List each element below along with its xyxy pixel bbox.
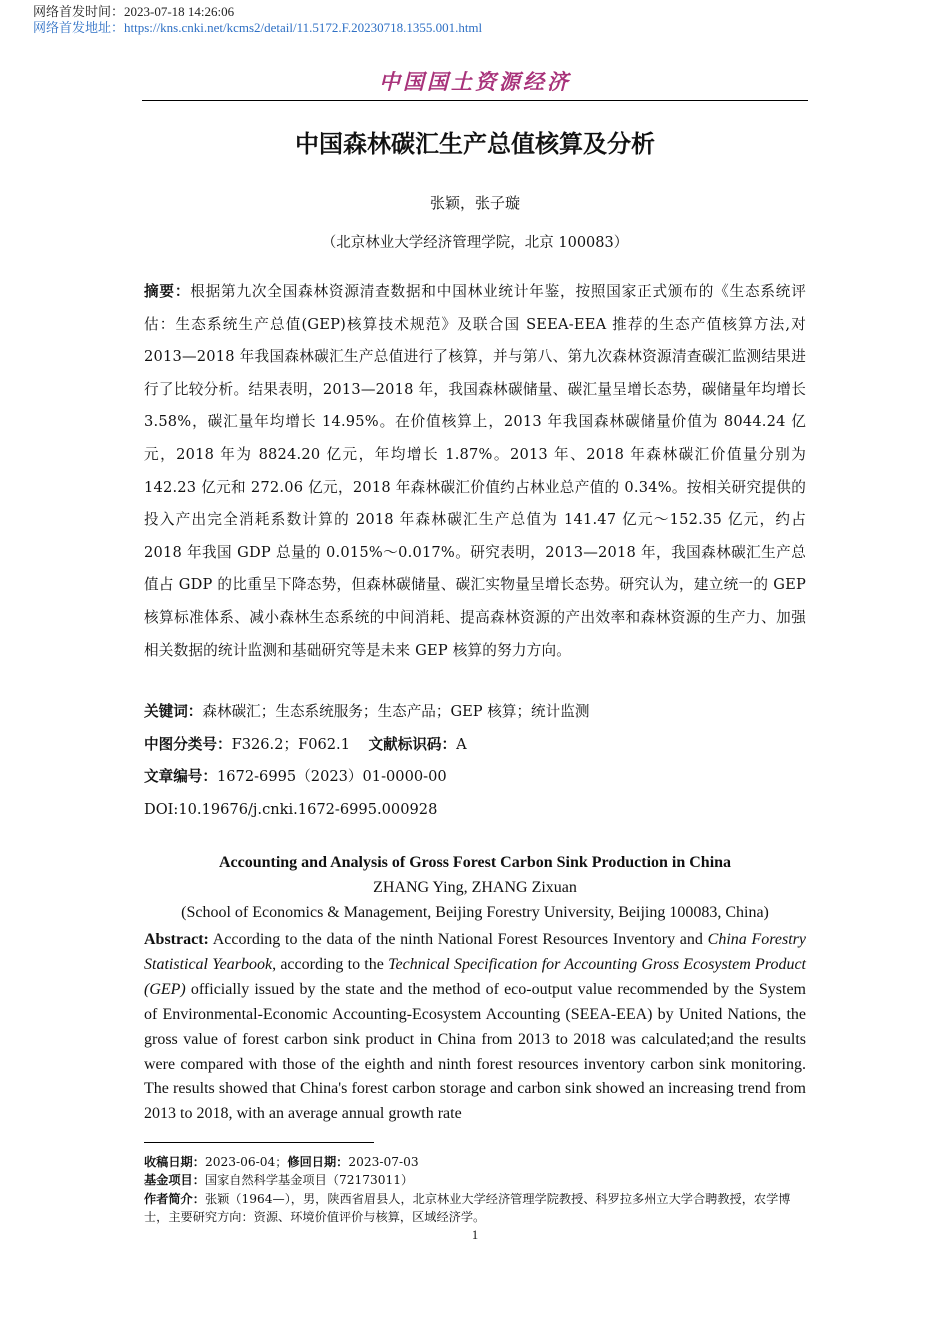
chinese-authors: 张颖，张子璇: [429, 194, 520, 212]
classification-line: [144, 734, 467, 756]
fund-text: 国家自然科学基金项目（72173011）: [204, 1173, 414, 1187]
clc-label: 中图分类号：: [144, 736, 232, 753]
page-number: 1: [471, 1228, 479, 1242]
english-abstract-part-1: According to the data of the ninth National Forest Resources Inventory and: [208, 931, 708, 948]
chinese-affiliation: （北京林业大学经济管理学院，北京 100083）: [321, 235, 629, 251]
revised-label: 修回日期：: [287, 1155, 349, 1169]
keywords-line: [144, 701, 589, 723]
english-abstract-part-2: , according to the: [272, 955, 389, 973]
fund-label: 基金项目：: [144, 1173, 205, 1187]
received-label: 收稿日期：: [144, 1155, 205, 1169]
english-abstract-label: Abstract:: [144, 931, 209, 948]
pub-url-label: 网络首发地址：: [33, 20, 125, 35]
pub-time-value: 2023-07-18 14:26:06: [124, 4, 235, 19]
english-title: Accounting and Analysis of Gross Forest Carbon Sink Production in China: [218, 854, 732, 871]
pub-time-label: 网络首发时间：: [33, 4, 125, 19]
journal-name: 中国国土资源经济: [379, 69, 571, 94]
footnote-fund: [144, 1172, 806, 1190]
english-abstract: [144, 928, 806, 1127]
article-number-line: [144, 766, 447, 788]
received-date: 2023-06-04；: [204, 1155, 288, 1169]
article-no-value: 1672-6995（2023）01-0000-00: [216, 768, 447, 785]
footnote-dates: [144, 1154, 806, 1172]
chinese-title: 中国森林碳汇生产总值核算及分析: [295, 130, 655, 158]
english-abstract-part-3: officially issued by the state and the method of eco-output value recommended by the System of Environmental-Economic Accounting-Ecosystem Accounting (SEEA-EEA) by United Nations, the gross value of forest carbon sink product in China from 2013 to 2018 was calculated;and the results were compared with those of the eighth and ninth forest resources inventory carbon sink monitoring. The results showed that China's forest carbon storage and carbon sink showed an increasing trend from 2013 to 2018, with an average annual growth rate: [144, 980, 806, 1123]
doi-label: DOI:: [144, 801, 179, 818]
keywords-label: 关键词：: [144, 703, 203, 720]
pub-url-link[interactable]: https://kns.cnki.net/kcms2/detail/11.5172.F.20230718.1355.001.html: [124, 20, 483, 35]
doc-code-label: 文献标识码：: [368, 736, 457, 753]
english-abstract-italic-1: China Forestry Statistical Yearbook: [144, 931, 806, 973]
revised-date: 2023-07-03: [348, 1155, 419, 1169]
footnote-divider: [144, 1142, 374, 1143]
doi-line: [144, 799, 437, 821]
abstract-label: 摘要：: [144, 283, 191, 300]
author-bio-label: 作者简介：: [144, 1192, 205, 1206]
footnote-author: [144, 1191, 806, 1226]
keywords-text: 森林碳汇；生态系统服务；生态产品；GEP 核算；统计监测: [202, 703, 590, 720]
english-authors: ZHANG Ying, ZHANG Zixuan: [373, 879, 577, 896]
author-bio-text: 张颖（1964—），男，陕西省眉县人，北京林业大学经济管理学院教授、科罗拉多州立大学合聘教授，农学博士，主要研究方向：资源、环境价值评价与核算，区域经济学。: [144, 1192, 791, 1224]
chinese-abstract: [144, 276, 806, 667]
english-abstract-italic-2: Technical Specification for Accounting Gross Ecosystem Product (GEP): [144, 955, 807, 998]
doc-code-value: A: [456, 736, 467, 753]
abstract-text: 根据第九次全国森林资源清查数据和中国林业统计年鉴，按照国家正式颁布的《生态系统评估：生态系统生产总值(GEP)核算技术规范》及联合国 SEEA-EEA 推荐的生态产值核算方法,对 2013—2018 年我国森林碳汇生产总值进行了核算，并与第八、第九次森林资源清查碳汇监测结果进行了比较分析。结果表明，2013—2018 年，我国森林碳储量、碳汇量呈增长态势，碳储量年均增长 3.58%，碳汇量年均增长 14.95%。在价值核算上，2013 年我国森林碳储量价值为 8044.24 亿元，2018 年为 8824.20 亿元，年均增长 1.87%。2013 年、2018 年森林碳汇价值量分别为 142.23 亿元和 272.06 亿元，2018 年森林碳汇价值约占林业总产值的 0.34%。按相关研究提供的投入产出完全消耗系数计算的 2018 年森林碳汇生产总值为 141.47 亿元～152.35 亿元，约占 2018 年我国 GDP 总量的 0.015%～0.017%。研究表明，2013—2018 年，我国森林碳汇生产总值占 GDP 的比重呈下降态势，但森林碳储量、碳汇实物量呈增长态势。研究认为，建立统一的 GEP 核算标准体系、减小森林生态系统的中间消耗、提高森林资源的产出效率和森林资源的生产力、加强相关数据的统计监测和基础研究等是未来 GEP 核算的努力方向。: [144, 283, 806, 659]
header-divider: [142, 100, 808, 101]
english-affiliation: (School of Economics & Management, Beijing Forestry University, Beijing 100083, China): [181, 904, 769, 921]
clc-value: F326.2；F062.1: [231, 736, 350, 753]
article-no-label: 文章编号：: [144, 768, 217, 785]
doi-value[interactable]: 10.19676/j.cnki.1672-6995.000928: [178, 801, 438, 818]
publication-url: [33, 19, 482, 37]
